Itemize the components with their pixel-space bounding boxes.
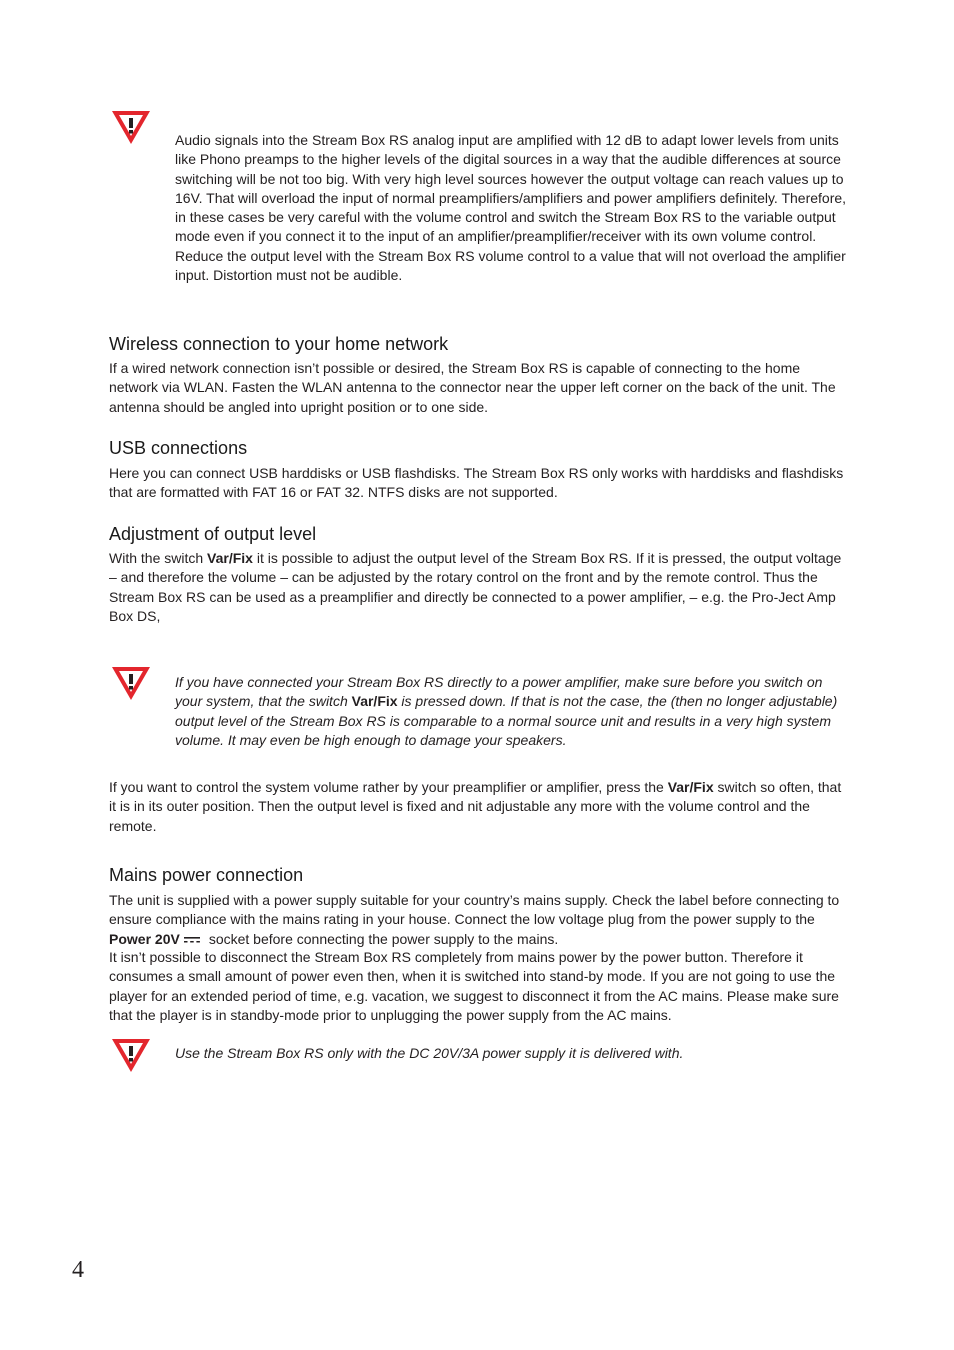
term-var-fix: Var/Fix	[351, 693, 398, 710]
term-var-fix: Var/Fix	[207, 550, 253, 566]
paragraph-usb: Here you can connect USB harddisks or USB flashdisks. The Stream Box RS only works with harddisks and flashdisks that are formatted with FAT 16 or FAT 32. NTFS disks are not supported.	[109, 465, 844, 501]
heading-usb: USB connections	[109, 438, 248, 458]
warning-triangle-icon	[110, 666, 152, 702]
term-var-fix: Var/Fix	[667, 779, 714, 795]
warning-triangle-icon	[110, 1038, 152, 1074]
heading-output-level: Adjustment of output level	[109, 524, 317, 544]
paragraph-fixed-output: If you want to control the system volume rather by your preamplifier or amplifier, press the Var/Fix switch so often, that it is in its outer position. Then the output level is fixed and nit adjustable any more with the volume control and the remote.	[109, 779, 842, 834]
warning-power-amp: If you have connected your Stream Box RS directly to a power amplifier, make sure before you switch on your system, that the switch Var/Fix is pressed down. If that is not the case, the (then no longer adjustable) output level of the Stream Box RS is comparable to a normal source unit and results in a very high system volume. It may even be high enough to damage your speakers.	[175, 674, 838, 748]
paragraph-mains-power: The unit is supplied with a power supply suitable for your country’s mains supply. Check the label before connecting to ensure compliance with the mains rating in your house. Connect the low voltage plug from the power supply to the Power 20V socket before connecting the power supply to the mains.	[109, 892, 840, 947]
warning-analog-input: Audio signals into the Stream Box RS analog input are amplified with 12 dB to adapt lower levels from units like Phono preamps to the higher levels of the digital sources in a way that the audible differences at source switching will be not too big. With very high level sources however the output voltage can reach values up to 16V. That will overload the input of normal preamplifiers/amplifiers and power amplifiers definitely. Therefore, in these cases be very careful with the volume control and switch the Stream Box RS to the variable output mode even if you connect it to the input of an amplifier/preamplifier/receiver with its own volume control. Reduce the output level with the Stream Box RS volume control to a value that will not overload the amplifier input. Distortion must not be audible.	[175, 132, 847, 284]
paragraph-output-level: With the switch Var/Fix it is possible to adjust the output level of the Stream Box RS. If it is pressed, the output voltage – and therefore the volume – can be adjusted by the rotary control on the front and by the remote control. Thus the Stream Box RS can be used as a preamplifier and directly be connected to a power amplifier, – e.g. the Pro-Ject Amp Box DS,	[109, 550, 842, 624]
page-number: 4	[72, 1257, 84, 1283]
heading-wireless: Wireless connection to your home network	[109, 334, 449, 354]
heading-mains-power: Mains power connection	[109, 865, 304, 885]
warning-power-supply: Use the Stream Box RS only with the DC 20V/3A power supply it is delivered with.	[175, 1045, 684, 1061]
warning-triangle-icon	[110, 110, 152, 146]
paragraph-standby: It isn’t possible to disconnect the Stream Box RS completely from mains power by the power button. Therefore it consumes a small amount of power even then, when it is switched into stand-by mode. If you are not going to use the player for an extended period of time, e.g. vacation, we suggest to disconnect it from the AC mains. Please make sure that the player is in standby-mode prior to unplugging the power supply from the AC mains.	[109, 949, 839, 1023]
term-power-20v: Power 20V	[109, 930, 180, 947]
paragraph-wireless: If a wired network connection isn’t possible or desired, the Stream Box RS is capable of connecting to the home network via WLAN. Fasten the WLAN antenna to the connector near the upper left corner on the back of the unit. The antenna should be angled into upright position or to one side.	[109, 360, 836, 415]
dc-current-icon	[183, 936, 201, 944]
